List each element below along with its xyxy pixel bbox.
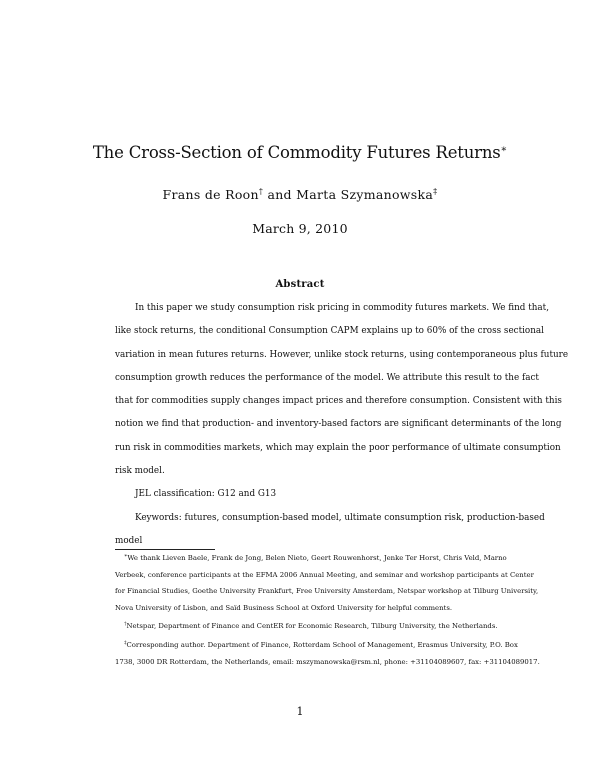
abstract-heading: Abstract (275, 279, 325, 290)
abstract-line: In this paper we study consumption risk pricing in commodity futures markets. We find that, (135, 303, 550, 313)
title-footnote-mark: ∗ (500, 144, 508, 155)
footnote-2-mark: † (124, 621, 127, 628)
abstract-line: notion we find that production- and inventory-based factors are significant determinants of the long (115, 419, 562, 430)
footnote-1-line: Nova University of Lisbon, and Saïd Business School at Oxford University for helpful comments. (115, 603, 453, 612)
abstract-line: variation in mean futures returns. However, unlike stock returns, using contemporaneous plus future (115, 349, 569, 360)
footnote-2-text: Netspar, Department of Finance and CentER for Economic Research, Tilburg University, the Netherlands. (126, 622, 498, 631)
keywords-line: model (115, 535, 143, 546)
abstract-line: that for commodities supply changes impact prices and therefore consumption. Consistent with this (115, 396, 562, 407)
footnote-1-mark: ∗ (124, 553, 128, 559)
author-1-footnote-mark: † (258, 187, 264, 196)
footnote-1-line: Verbeek, conference participants at the EFMA 2006 Annual Meeting, and seminar and workshop participants at Center (115, 570, 534, 579)
footnote-3-text: Corresponding author. Department of Finance, Rotterdam School of Management, Erasmus University, P.O. Box (126, 640, 518, 649)
footnote-1-line: for Financial Studies, Goethe University Frankfurt, Free University Amsterdam, Netspar workshop at Tilburg University, (115, 587, 539, 596)
jel-classification: JEL classification: G12 and G13 (135, 489, 277, 500)
abstract-line: like stock returns, the conditional Consumption CAPM explains up to 60% of the cross sectional (115, 326, 544, 337)
footnote-3-line (115, 635, 518, 654)
paper-title-text: The Cross-Section of Commodity Futures Returns (92, 143, 501, 162)
author-line (0, 187, 600, 202)
abstract-body (115, 297, 569, 553)
footnote-3-line: 1738, 3000 DR Rotterdam, the Netherlands, email: mszymanowska@rsm.nl, phone: +31104089607, fax: +31104089017. (115, 657, 540, 666)
author-join: and (263, 187, 297, 202)
paper-title (0, 143, 600, 162)
author-2-footnote-mark: ‡ (433, 187, 438, 196)
footnote-2-line (115, 616, 498, 635)
author-name-1: Frans de Roon (162, 187, 259, 202)
footnotes (115, 548, 540, 670)
keywords-line: Keywords: futures, consumption-based model, ultimate consumption risk, production-based (135, 512, 545, 523)
author-name-2: Marta Szymanowska (296, 187, 434, 202)
page-number: 1 (296, 705, 304, 718)
footnote-1-text: We thank Lieven Baele, Frank de Jong, Belen Nieto, Geert Rouwenhorst, Jenke Ter Horst, Chris Veld, Marno (127, 554, 507, 562)
abstract-line: run risk in commodities markets, which may explain the poor performance of ultimate consumption (115, 442, 561, 453)
footnote-3-mark: ‡ (124, 639, 127, 646)
paper-date: March 9, 2010 (252, 221, 348, 236)
footnote-1-line (115, 548, 507, 567)
abstract-line: consumption growth reduces the performance of the model. We attribute this result to the fact (115, 372, 539, 383)
abstract-line: risk model. (115, 466, 165, 477)
